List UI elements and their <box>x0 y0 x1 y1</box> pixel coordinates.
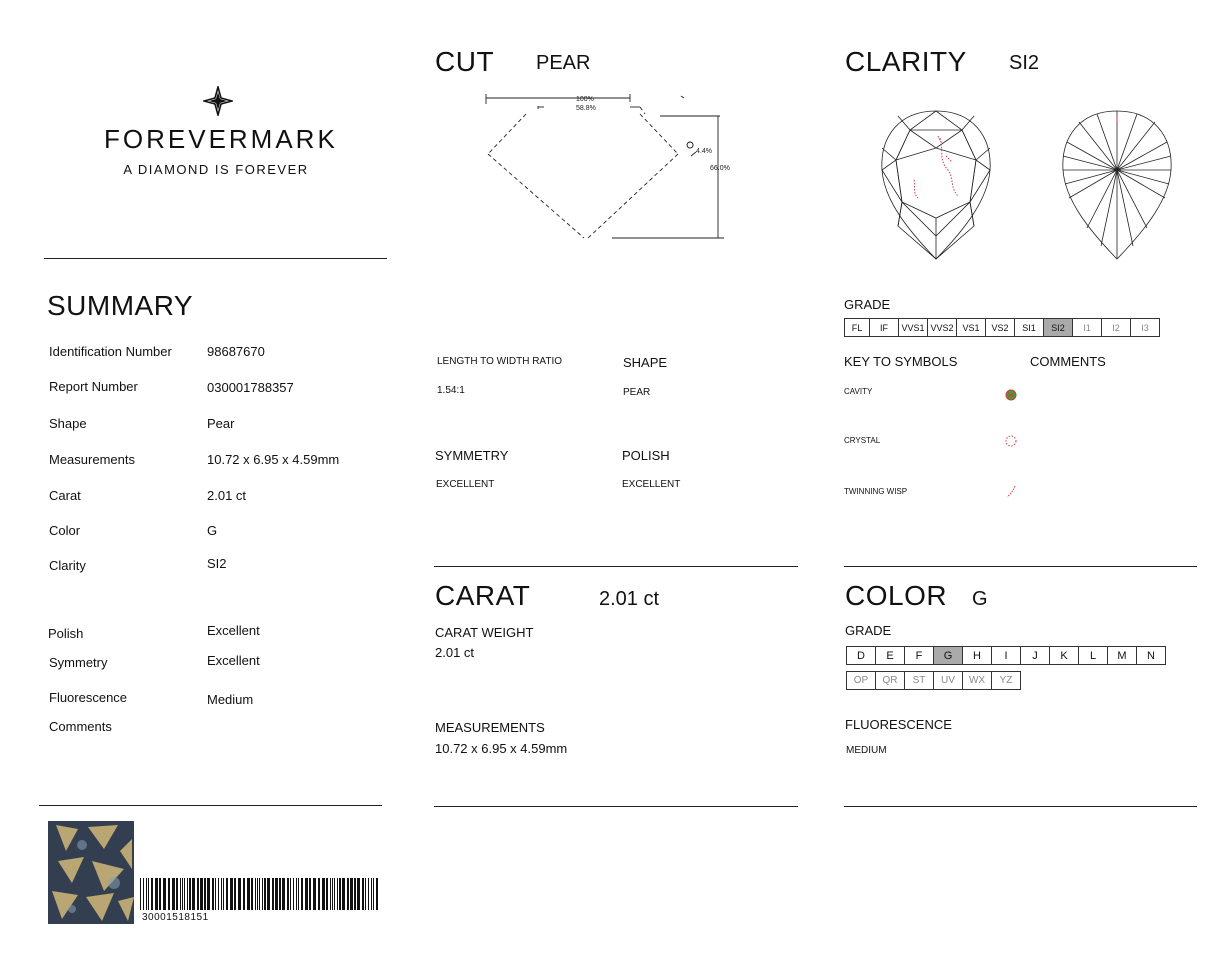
fluorescence-value: MEDIUM <box>846 745 887 756</box>
barcode-bar <box>347 878 349 910</box>
shape-value: PEAR <box>623 387 651 398</box>
color-title: COLOR <box>845 580 948 611</box>
summary-label: Fluorescence <box>49 690 128 705</box>
summary-label: Measurements <box>49 452 135 467</box>
color-grade-label: GRADE <box>845 623 892 638</box>
clarity-grade-cell: I2 <box>1101 318 1131 337</box>
symmetry-label: SYMMETRY <box>435 448 509 463</box>
barcode-bar <box>251 878 253 910</box>
clarity-grade-cell: SI1 <box>1014 318 1044 337</box>
clarity-grade-cell: SI2 <box>1043 318 1073 337</box>
summary-value: G <box>207 523 218 538</box>
barcode-bar <box>293 878 294 910</box>
barcode-bar <box>264 878 266 910</box>
summary-value: SI2 <box>207 556 227 571</box>
fluorescence-label: FLUORESCENCE <box>845 717 952 732</box>
barcode-bar <box>342 878 345 910</box>
cut-depth-pct-label: 66.0% <box>710 165 730 172</box>
clarity-plot-pavilion <box>1059 108 1175 262</box>
barcode-bar <box>272 878 274 910</box>
barcode-bar <box>212 878 214 910</box>
cut-title: CUT <box>435 46 495 77</box>
barcode-bar <box>326 878 328 910</box>
barcode-bar <box>259 878 260 910</box>
cut-table-top-label: 100% <box>576 96 594 103</box>
key-to-symbols-label: KEY TO SYMBOLS <box>844 354 958 369</box>
barcode-bar <box>330 878 331 910</box>
barcode-bar <box>192 878 195 910</box>
barcode-bar <box>146 878 147 910</box>
summary-value: Pear <box>207 416 235 431</box>
barcode-bar <box>287 878 289 910</box>
clarity-grade-cell: FL <box>844 318 870 337</box>
barcode-bar <box>243 878 245 910</box>
clarity-grade-cell: VS2 <box>985 318 1015 337</box>
clarity-value: SI2 <box>1009 52 1040 74</box>
barcode-bar <box>301 878 303 910</box>
barcode-bar <box>365 878 366 910</box>
barcode-bar <box>172 878 175 910</box>
comments-label: COMMENTS <box>1030 354 1106 369</box>
color-grade-cell: J <box>1020 646 1050 665</box>
color-value: G <box>972 588 988 610</box>
clarity-grade-label: GRADE <box>844 297 891 312</box>
barcode-bar <box>262 878 263 910</box>
barcode <box>140 878 380 910</box>
barcode-bar <box>298 878 299 910</box>
carat-value: 2.01 ct <box>599 588 660 610</box>
barcode-bar <box>218 878 219 910</box>
summary-label: Report Number <box>49 379 138 394</box>
barcode-bar <box>168 878 170 910</box>
color-grade-cell: YZ <box>991 671 1021 690</box>
measurements-label: MEASUREMENTS <box>435 720 545 735</box>
barcode-bar <box>143 878 144 910</box>
barcode-bar <box>234 878 236 910</box>
barcode-bar <box>309 878 311 910</box>
twinning-wisp-icon <box>1004 484 1018 500</box>
barcode-bar <box>180 878 181 910</box>
color-grade-cell: G <box>933 646 963 665</box>
summary-value: 10.72 x 6.95 x 4.59mm <box>207 452 340 467</box>
brand-tagline: A DIAMOND IS FOREVER <box>123 162 309 177</box>
summary-label: Symmetry <box>49 655 108 670</box>
color-grade-cell: I <box>991 646 1021 665</box>
summary-value: 98687670 <box>207 344 265 359</box>
barcode-bar <box>255 878 256 910</box>
barcode-bar <box>223 878 224 910</box>
barcode-bar <box>221 878 222 910</box>
summary-title: SUMMARY <box>47 290 194 321</box>
divider <box>844 806 1197 807</box>
crystal-icon <box>1004 434 1018 448</box>
clarity-title: CLARITY <box>845 46 967 77</box>
barcode-bar <box>267 878 270 910</box>
barcode-bar <box>159 878 161 910</box>
clarity-grade-cell: I3 <box>1130 318 1160 337</box>
divider <box>434 806 798 807</box>
symbol-label-crystal: CRYSTAL <box>844 436 881 445</box>
barcode-bar <box>368 878 369 910</box>
barcode-bar <box>296 878 297 910</box>
cavity-icon <box>1004 388 1018 402</box>
divider <box>844 566 1197 567</box>
color-grade-cell: E <box>875 646 905 665</box>
color-grade-cell: UV <box>933 671 963 690</box>
barcode-bar <box>350 878 353 910</box>
security-image <box>48 821 134 924</box>
clarity-grade-cell: VVS2 <box>927 318 957 337</box>
summary-value: 2.01 ct <box>207 488 247 503</box>
carat-weight-value: 2.01 ct <box>435 645 475 660</box>
barcode-bar <box>376 878 378 910</box>
barcode-bar <box>230 878 233 910</box>
barcode-bar <box>226 878 228 910</box>
color-grade-cell: K <box>1049 646 1079 665</box>
color-grade-cell: M <box>1107 646 1137 665</box>
cut-profile-diagram <box>480 90 740 245</box>
barcode-bar <box>339 878 341 910</box>
barcode-bar <box>357 878 360 910</box>
divider <box>39 805 382 806</box>
color-grade-cell: H <box>962 646 992 665</box>
measurements-value: 10.72 x 6.95 x 4.59mm <box>435 741 568 756</box>
summary-value: Medium <box>207 692 254 707</box>
barcode-bar <box>279 878 281 910</box>
summary-label: Comments <box>49 719 112 734</box>
barcode-bar <box>140 878 141 910</box>
barcode-bar <box>184 878 185 910</box>
barcode-bar <box>238 878 241 910</box>
length-width-value: 1.54:1 <box>437 385 465 396</box>
barcode-bar <box>334 878 335 910</box>
barcode-bar <box>187 878 188 910</box>
color-grade-cell: QR <box>875 671 905 690</box>
carat-weight-label: CARAT WEIGHT <box>435 625 534 640</box>
barcode-bar <box>282 878 285 910</box>
color-grade-cell: F <box>904 646 934 665</box>
barcode-bar <box>204 878 206 910</box>
barcode-bar <box>189 878 191 910</box>
barcode-bar <box>313 878 316 910</box>
barcode-bar <box>337 878 338 910</box>
color-grade-cell: N <box>1136 646 1166 665</box>
color-grade-cell: ST <box>904 671 934 690</box>
summary-label: Clarity <box>49 558 86 573</box>
barcode-bar <box>148 878 149 910</box>
barcode-bar <box>197 878 199 910</box>
clarity-grade-scale <box>845 318 1160 337</box>
length-width-label: LENGTH TO WIDTH RATIO <box>437 356 563 367</box>
shape-label: SHAPE <box>623 355 668 370</box>
cut-crown-pct-label: 4.4% <box>696 148 712 155</box>
color-grade-cell: L <box>1078 646 1108 665</box>
symmetry-value: EXCELLENT <box>436 479 495 490</box>
divider <box>434 566 798 567</box>
barcode-bar <box>362 878 364 910</box>
symbol-label-twinning-wisp: TWINNING WISP <box>844 487 908 496</box>
summary-label: Color <box>49 523 81 538</box>
barcode-number: 30001518151 <box>142 912 209 923</box>
barcode-bar <box>207 878 210 910</box>
barcode-bar <box>371 878 372 910</box>
barcode-bar <box>257 878 258 910</box>
barcode-bar <box>176 878 178 910</box>
color-grade-cell: D <box>846 646 876 665</box>
barcode-bar <box>318 878 320 910</box>
color-grade-scale <box>847 646 1166 665</box>
polish-value: EXCELLENT <box>622 479 681 490</box>
summary-label: Polish <box>48 626 84 641</box>
summary-value: 030001788357 <box>207 380 294 395</box>
diamond-logo-icon <box>203 86 233 116</box>
barcode-bar <box>215 878 216 910</box>
polish-label: POLISH <box>622 448 670 463</box>
color-grade-cell: WX <box>962 671 992 690</box>
barcode-bar <box>182 878 183 910</box>
symbol-label-cavity: CAVITY <box>844 387 873 396</box>
cut-table-pct-label: 58.8% <box>576 105 596 112</box>
barcode-bar <box>354 878 356 910</box>
carat-title: CARAT <box>435 580 531 611</box>
color-grade-cell: OP <box>846 671 876 690</box>
barcode-bar <box>163 878 166 910</box>
color-grade-scale-extended <box>847 671 1021 690</box>
divider <box>44 258 387 259</box>
barcode-bar <box>155 878 158 910</box>
clarity-grade-cell: IF <box>869 318 899 337</box>
summary-value: Excellent <box>207 623 260 638</box>
clarity-plot-crown <box>878 108 994 262</box>
brand-name: FOREVERMARK <box>104 124 338 154</box>
summary-value: Excellent <box>207 653 260 668</box>
barcode-bar <box>322 878 325 910</box>
barcode-bar <box>332 878 333 910</box>
cut-value: PEAR <box>536 52 591 74</box>
barcode-bar <box>200 878 203 910</box>
summary-label: Shape <box>49 416 87 431</box>
barcode-bar <box>373 878 374 910</box>
summary-label: Identification Number <box>49 344 172 359</box>
clarity-grade-cell: VS1 <box>956 318 986 337</box>
clarity-grade-cell: I1 <box>1072 318 1102 337</box>
barcode-bar <box>305 878 308 910</box>
barcode-bar <box>275 878 278 910</box>
clarity-grade-cell: VVS1 <box>898 318 928 337</box>
barcode-bar <box>247 878 250 910</box>
summary-label: Carat <box>49 488 81 503</box>
barcode-bar <box>290 878 291 910</box>
barcode-bar <box>151 878 153 910</box>
